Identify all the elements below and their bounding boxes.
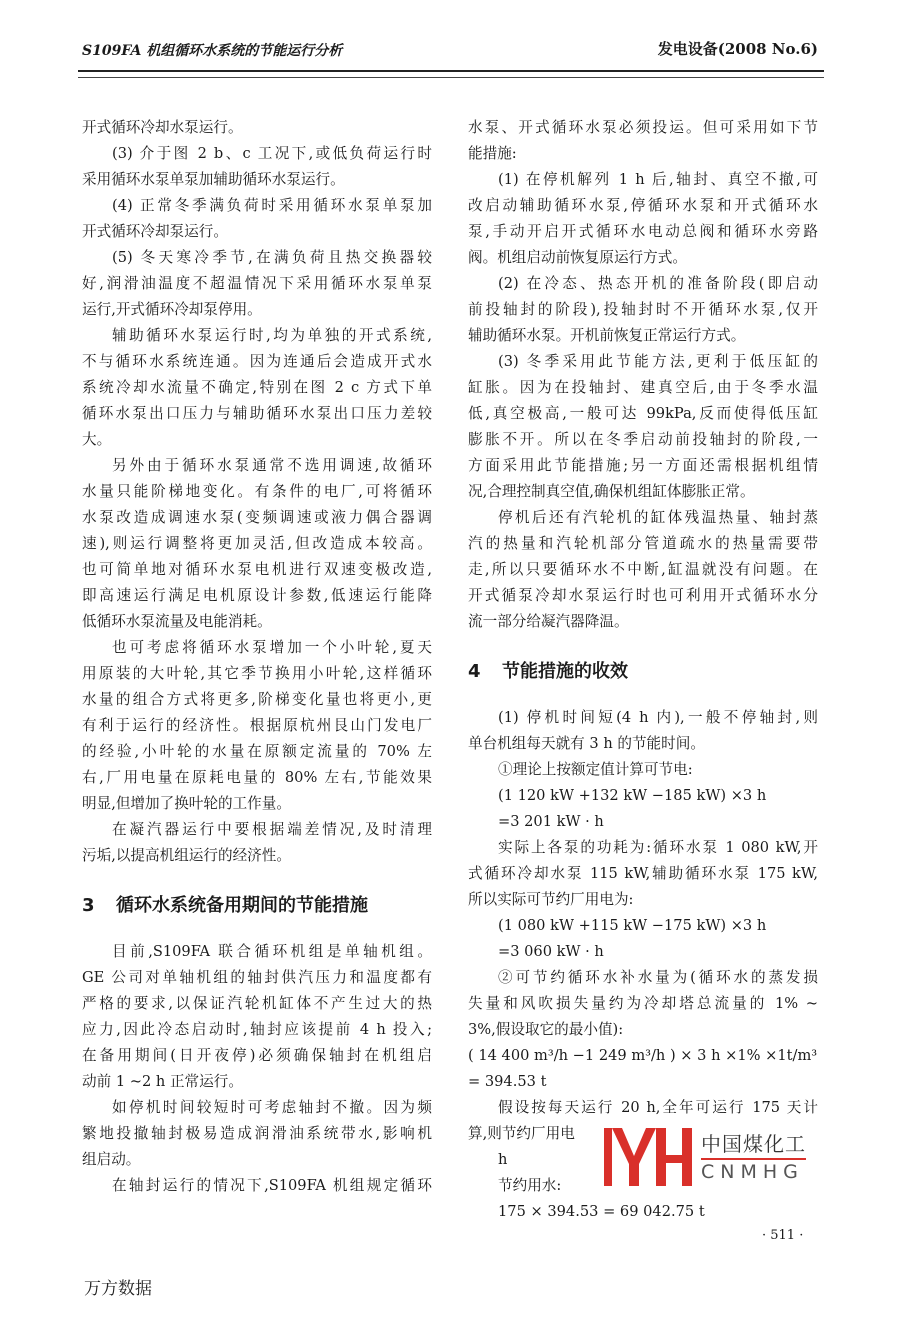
text-line: 所以实际可节约厂用电为: [468,891,634,908]
text-line: 停机后还有汽轮机的缸体残温热量、轴封蒸 [498,509,818,526]
text-line: 汽的热量和汽轮机部分管道疏水的热量需要带 [468,535,818,552]
text-line: 3%,假设取它的最小值): [468,1021,624,1038]
text-line: 有利于运行的经济性。根据原杭州艮山门发电厂 [82,717,432,734]
text-line: 系统冷却水流量不确定,特别在图 2 c 方式下单 [82,379,432,396]
running-header-title: S109FA 机组循环水系统的节能运行分析 [82,43,343,59]
paragraph [468,349,818,505]
text-line: 即高速运行满足电机原设计参数,低速运行能降 [82,587,432,604]
text-line: 循环水泵出口压力与辅助循环水泵出口压力差较 [82,405,432,422]
text-line: 改启动辅助循环水泵,停循环水泵和开式循环水 [468,197,818,214]
paragraph [82,115,432,141]
source-footer: 万方数据 [84,1279,152,1299]
paragraph [82,1095,432,1173]
text-line: 阀。机组启动前恢复原运行方式。 [468,249,687,266]
paragraph [82,323,432,453]
text-line: 水泵改造成调速水泵(变频调速或液力偶合器调 [82,509,432,526]
text-line: (4) 正常冬季满负荷时采用循环水泵单泵加 [112,197,432,214]
right-column [468,115,818,1225]
text-line: (1) 停机时间短(4 h 内),一般不停轴封,则 [498,709,818,726]
watermark-logo-icon [604,1128,694,1190]
text-line: 在轴封运行的情况下,S109FA 机组规定循环 [112,1177,432,1194]
text-line: 175 × 394.53 = 69 042.75 t [498,1203,705,1220]
text-line: 严格的要求,以保证汽轮机缸体不产生过大的热 [82,995,432,1012]
text-line: 辅助循环水泵。开机前恢复正常运行方式。 [468,327,746,344]
formula [468,783,818,835]
paragraph [468,271,818,349]
watermark-divider [701,1158,806,1160]
text-line: 采用循环水泵单泵加辅助循环水泵运行。 [82,171,345,188]
text-line: (1 080 kW +115 kW −175 kW) ×3 h [498,917,767,934]
text-line: 水量的组合方式将更多,阶梯变化量也将更小,更 [82,691,432,708]
text-line: 明显,但增加了换叶轮的工作量。 [82,795,291,812]
text-line: 况,合理控制真空值,确保机组缸体膨胀正常。 [468,483,755,500]
text-line: =3 060 kW · h [498,943,604,960]
paragraph [82,193,432,245]
text-line: 开式循环冷却泵运行。 [82,223,228,240]
text-line: 用原装的大叶轮,其它季节换用小叶轮,这样循环 [82,665,432,682]
text-line: ②可节约循环水补水量为(循环水的蒸发损 [498,969,818,986]
paragraph [468,115,818,167]
text-line: (2) 在冷态、热态开机的准备阶段(即启动 [498,275,818,292]
text-line: 流一部分给凝汽器降温。 [468,613,629,630]
text-line: 低循环水泵流量及电能消耗。 [82,613,272,630]
paragraph [82,453,432,635]
text-line: 在备用期间(日开夜停)必须确保轴封在机组启 [82,1047,432,1064]
section-title: 循环水系统备用期间的节能措施 [116,895,368,916]
paragraph [82,817,432,869]
text-line: 如停机时间较短时可考虑轴封不撤。因为频 [112,1099,432,1116]
text-line: 另外由于循环水泵通常不选用调速,故循环 [112,457,432,474]
text-line: 好,润滑油温度不超温情况下采用循环水泵单泵 [82,275,432,292]
text-line: 低,真空极高,一般可达 99kPa,反而使得低压缸 [468,405,818,422]
text-line: = 394.53 t [468,1073,547,1090]
text-line: (3) 介于图 2 b、c 工况下,或低负荷运行时 [112,145,432,162]
text-line: h [498,1151,508,1168]
text-line: 走,所以只要循环水不中断,缸温就没有问题。在 [468,561,818,578]
formula [468,1043,818,1095]
text-line: 泵,手动开启开式循环水电动总阀和循环水旁路 [468,223,818,240]
paragraph [82,141,432,193]
text-line: 失量和风吹损失量约为冷却塔总流量的 1% ~ [468,995,818,1012]
text-line: 能措施: [468,145,517,162]
text-line: 单台机组每天就有 3 h 的节能时间。 [468,735,705,752]
text-line: (1) 在停机解列 1 h 后,轴封、真空不撤,可 [498,171,818,188]
watermark-logo [604,1128,816,1190]
text-line: 繁地投撤轴封极易造成润滑油系统带水,影响机 [82,1125,432,1142]
text-line: 的经验,小叶轮的水量在原额定流量的 70% 左 [82,743,432,760]
text-line: 也可考虑将循环水泵增加一个小叶轮,夏天 [112,639,432,656]
text-line: 运行,开式循环冷却泵停用。 [82,301,262,318]
section-heading [468,657,818,687]
text-line: 式循环冷却水泵 115 kW,辅助循环水泵 175 kW, [468,865,818,882]
watermark-en-text: CNMHG [701,1161,804,1183]
paragraph [468,835,818,913]
text-line: 缸胀。因为在投轴封、建真空后,由于冬季水温 [468,379,818,396]
running-header-journal: 发电设备(2008 No.6) [657,40,818,58]
text-line: 速),则运行调整将更加灵活,但改造成本较高。 [82,535,432,552]
text-line: (1 120 kW +132 kW −185 kW) ×3 h [498,787,767,804]
paragraph [82,1173,432,1199]
header-rule [78,70,824,78]
text-line: ①理论上按额定值计算可节电: [498,761,693,778]
formula [468,913,818,965]
text-line: 在凝汽器运行中要根据端差情况,及时清理 [112,821,432,838]
paragraph [468,505,818,635]
section-heading [82,891,432,921]
text-line: 污垢,以提高机组运行的经济性。 [82,847,291,864]
page-number: · 511 · [762,1228,804,1243]
paragraph [468,167,818,271]
text-line: 方面采用此节能措施;另一方面还需根据机组情 [468,457,818,474]
text-line: 算,则节约厂用电 [468,1125,575,1142]
section-title: 节能措施的收效 [502,661,628,682]
paragraph [82,939,432,1095]
text-line: (3) 冬季采用此节能方法,更利于低压缸的 [498,353,818,370]
text-line: ( 14 400 m³/h −1 249 m³/h ) × 3 h ×1% ×1t/m³ [468,1047,818,1064]
text-line: 动前 1 ~2 h 正常运行。 [82,1073,243,1090]
text-line: 也可简单地对循环水泵电机进行双速变极改造, [82,561,432,578]
text-line: (5) 冬天寒冷季节,在满负荷且热交换器较 [112,249,432,266]
section-number: 4 [468,661,481,682]
paragraph [82,245,432,323]
text-line: 应力,因此冷态启动时,轴封应该提前 4 h 投入; [82,1021,432,1038]
text-line: 水量只能阶梯地变化。有条件的电厂,可将循环 [82,483,432,500]
text-line: 实际上各泵的功耗为:循环水泵 1 080 kW,开 [498,839,818,856]
text-line: 开式循环冷却水泵运行。 [82,119,243,136]
section-number: 3 [82,895,95,916]
text-line: 膨胀不开。所以在冬季启动前投轴封的阶段,一 [468,431,818,448]
paragraph [468,757,818,783]
paragraph [468,965,818,1043]
text-line: 开式循泵冷却水泵运行时也可利用开式循环水分 [468,587,818,604]
text-line: 前投轴封的阶段),投轴封时不开循环水泵,仅开 [468,301,818,318]
text-line: 假设按每天运行 20 h,全年可运行 175 天计 [498,1099,818,1116]
text-line: 右,厂用电量在原耗电量的 80% 左右,节能效果 [82,769,432,786]
text-line: 目前,S109FA 联合循环机组是单轴机组。 [112,943,432,960]
text-line: 辅助循环水泵运行时,均为单独的开式系统, [112,327,432,344]
paragraph [468,705,818,757]
text-line: 节约用水: [498,1177,562,1194]
paragraph [82,635,432,817]
text-line: 水泵、开式循环水泵必须投运。但可采用如下节 [468,119,818,136]
watermark-cn-text: 中国煤化工 [701,1128,806,1157]
text-line: 不与循环水系统连通。因为连通后会造成开式水 [82,353,432,370]
left-column [82,115,432,1199]
text-line: 大。 [82,431,112,448]
text-line: =3 201 kW · h [498,813,604,830]
text-line: 组启动。 [82,1151,141,1168]
text-line: GE 公司对单轴机组的轴封供汽压力和温度都有 [82,969,432,986]
